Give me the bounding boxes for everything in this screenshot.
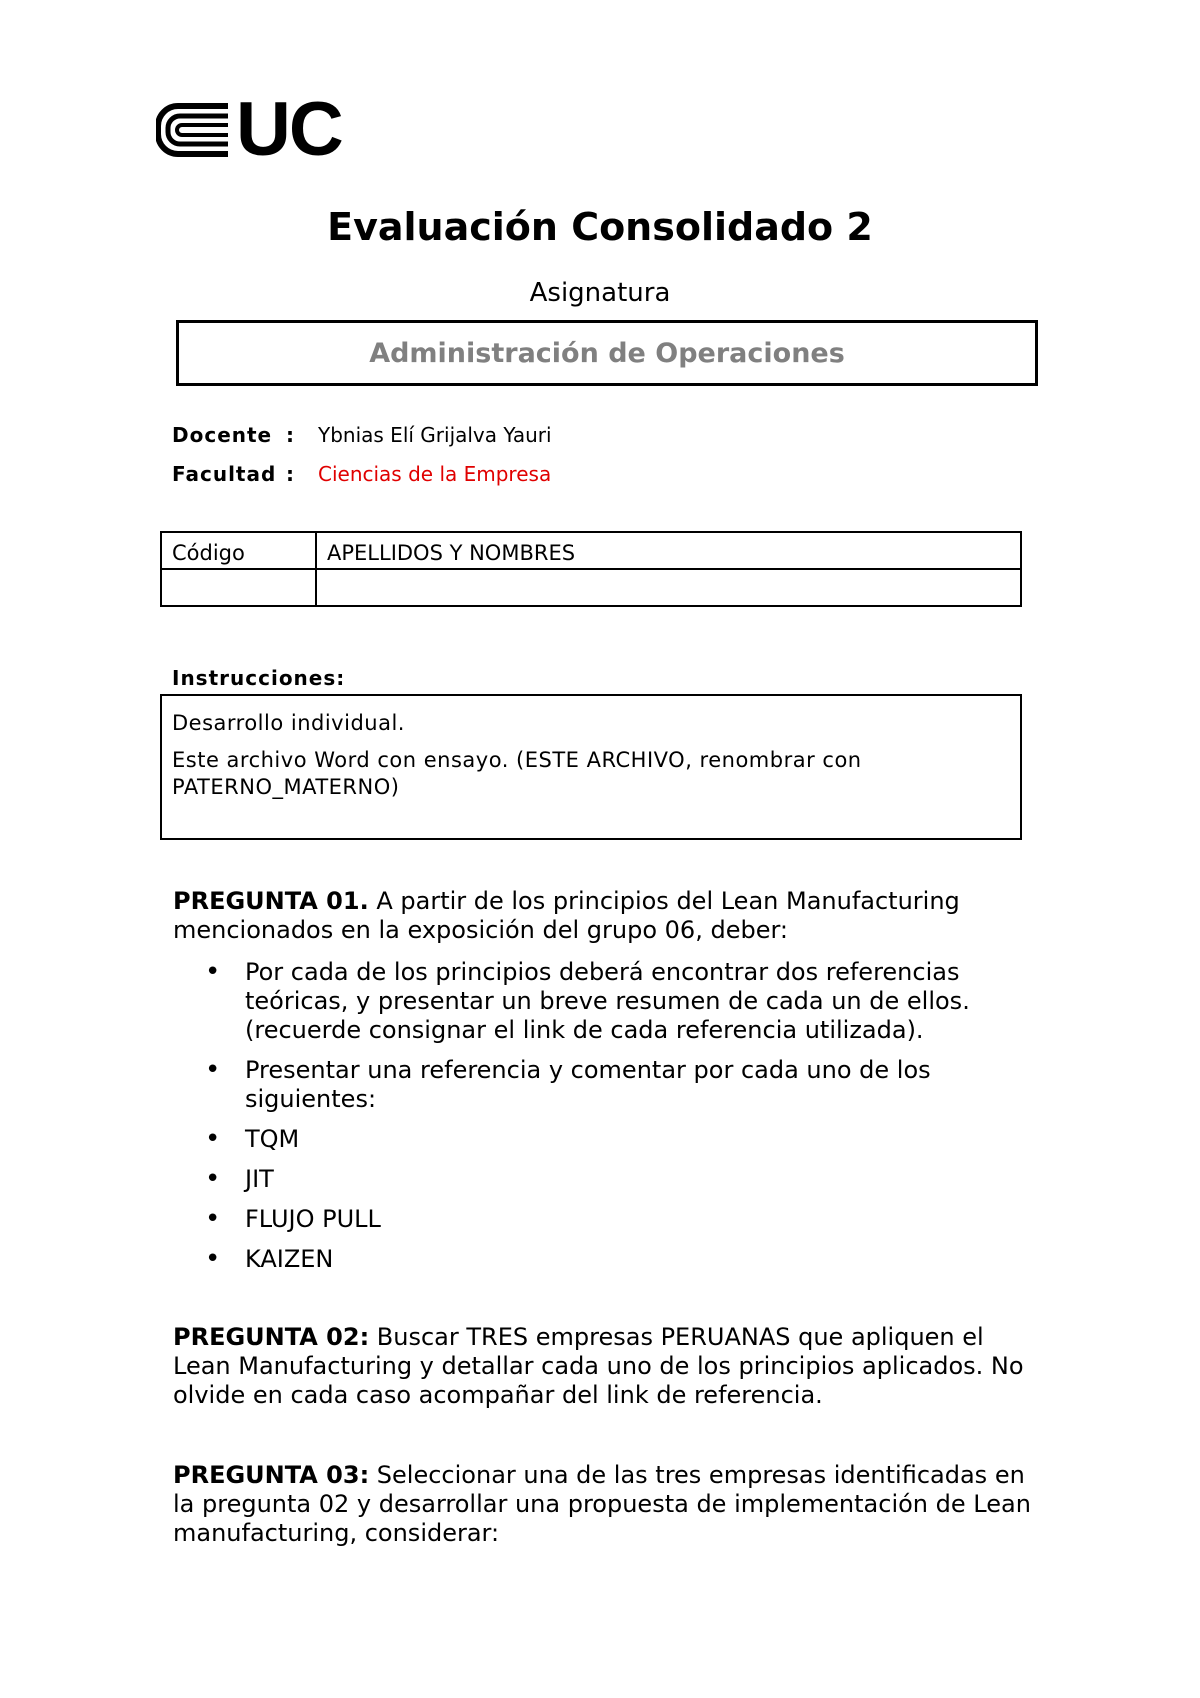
instruction-line: Este archivo Word con ensayo. (ESTE ARCHIVO, renombrar con PATERNO_MATERNO) (172, 748, 862, 799)
question-03 (173, 1461, 1043, 1548)
question-02-label: PREGUNTA 02: (173, 1323, 370, 1351)
list-item: • JIT (173, 1165, 1043, 1194)
table-row (161, 569, 1021, 606)
teacher-row (172, 423, 552, 447)
faculty-value: Ciencias de la Empresa (318, 462, 552, 486)
question-03-text: Seleccionar una de las tres empresas identificadas en la pregunta 02 y desarrollar una propuesta de implementación de Lean manufacturing, considerar: (173, 1461, 1031, 1547)
question-03-label: PREGUNTA 03: (173, 1461, 370, 1489)
uc-logo-mark-icon (156, 102, 230, 158)
table-header-row (161, 532, 1021, 569)
code-header: Código (161, 532, 316, 569)
question-01-label: PREGUNTA 01. (173, 887, 369, 915)
teacher-key: Docente (172, 423, 273, 447)
question-01-bullets (173, 958, 1043, 1285)
list-item: • KAIZEN (173, 1245, 1043, 1274)
subject-box: Administración de Operaciones (176, 320, 1038, 386)
uc-logo (156, 87, 342, 172)
question-01-text: A partir de los principios del Lean Manufacturing mencionados en la exposición del grupo 06, deber: (173, 887, 960, 944)
list-item: • FLUJO PULL (173, 1205, 1043, 1234)
list-item: • Presentar una referencia y comentar por cada uno de los siguientes: (173, 1056, 1043, 1114)
name-cell[interactable] (316, 569, 1021, 606)
faculty-colon: : (286, 462, 294, 486)
page-title: Evaluación Consolidado 2 (327, 205, 873, 249)
instructions-label: Instrucciones: (172, 666, 346, 690)
teacher-colon: : (286, 423, 294, 447)
subject-label: Asignatura (529, 278, 671, 308)
question-02-text: Buscar TRES empresas PERUANAS que apliquen el Lean Manufacturing y detallar cada uno de los principios aplicados. No olvide en cada caso acompañar del link de referencia. (173, 1323, 1024, 1409)
teacher-value: Ybnias Elí Grijalva Yauri (318, 423, 552, 447)
list-item: • TQM (173, 1125, 1043, 1154)
logo-text: UC (236, 87, 342, 172)
list-item: • Por cada de los principios deberá encontrar dos referencias teóricas, y presentar un breve resumen de cada un de ellos. (recuerde consignar el link de cada referencia utilizada). (173, 958, 1043, 1045)
faculty-row (172, 462, 551, 486)
instructions-box (160, 694, 1022, 840)
question-02 (173, 1323, 1043, 1410)
instruction-line: Desarrollo individual. (172, 711, 405, 735)
student-table (160, 531, 1022, 607)
name-header: APELLIDOS Y NOMBRES (316, 532, 1021, 569)
faculty-key: Facultad (172, 462, 277, 486)
question-01 (173, 887, 1043, 945)
code-cell[interactable] (161, 569, 316, 606)
